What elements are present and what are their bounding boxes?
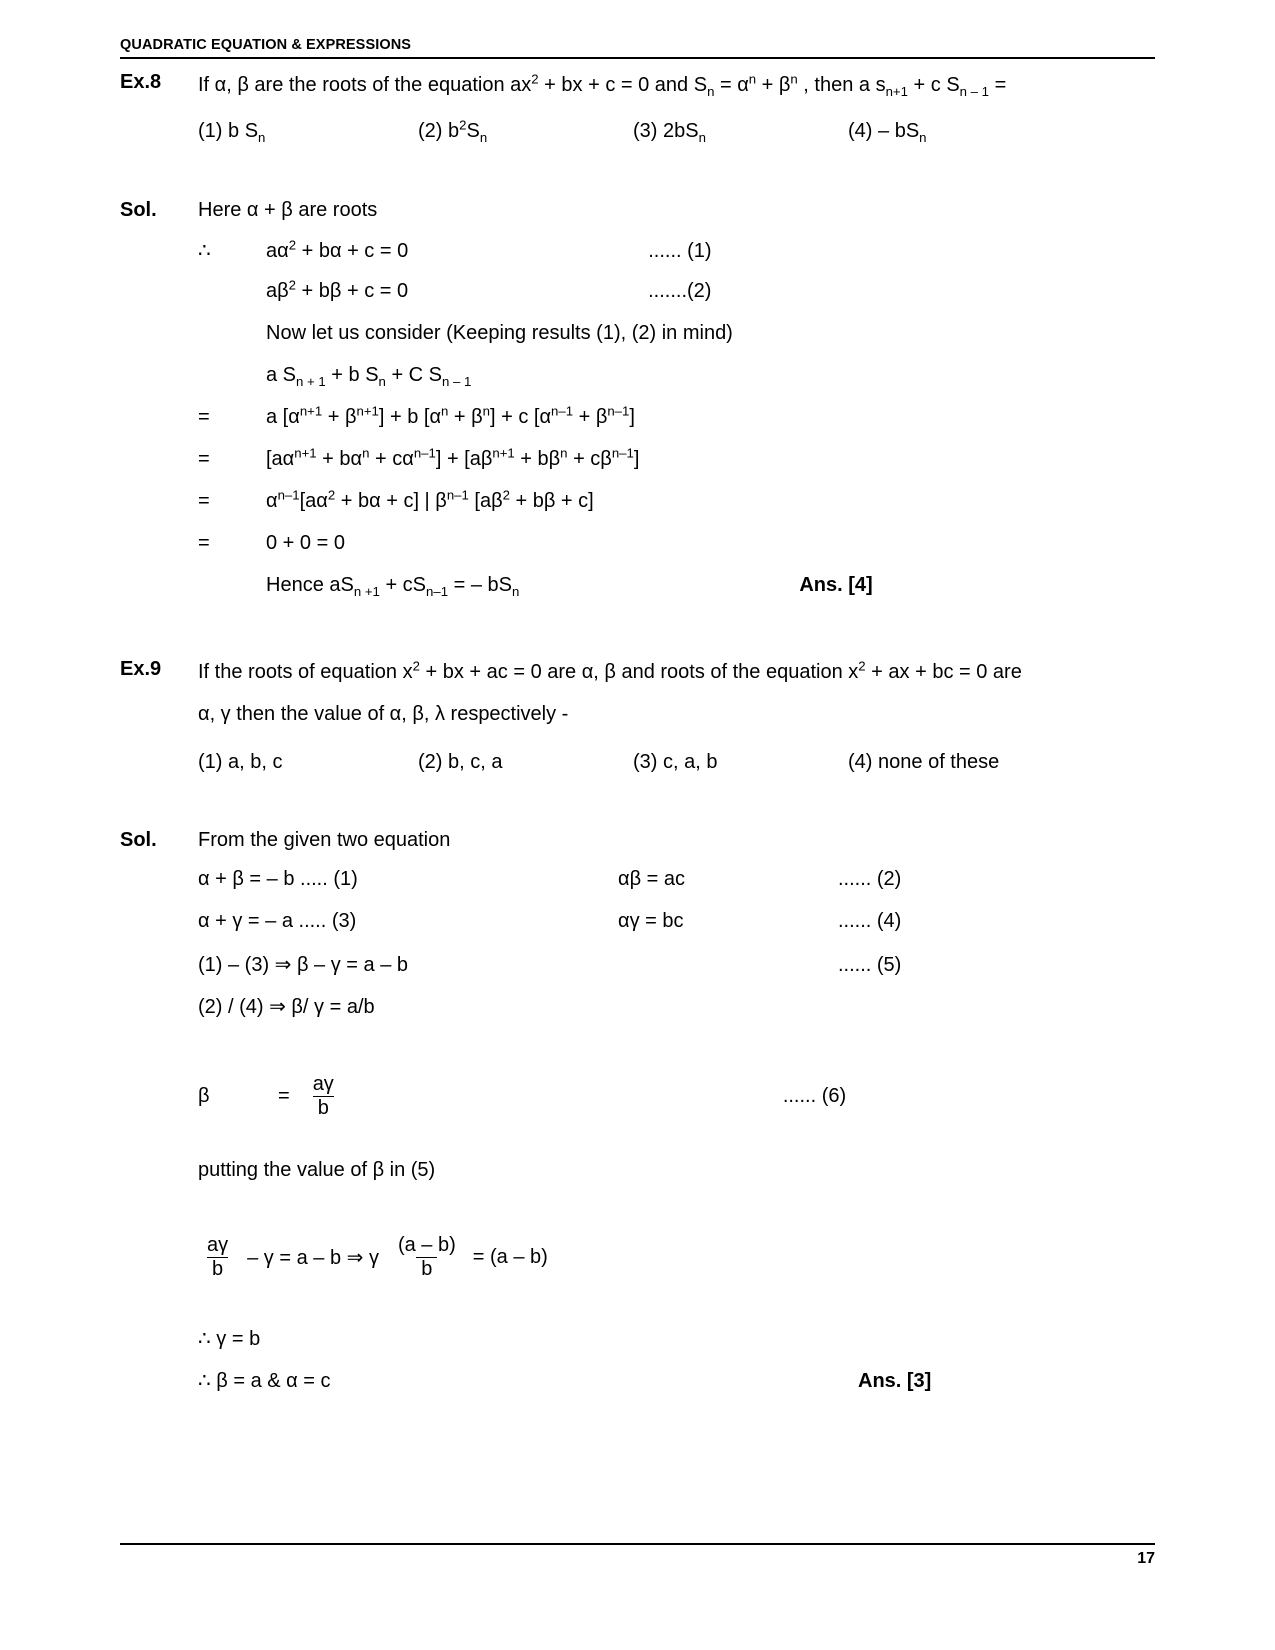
step-7-symbol: =	[198, 490, 210, 512]
step-row-6	[198, 445, 1160, 490]
putting-line-row	[198, 1159, 1160, 1201]
step-row-3	[198, 322, 1160, 364]
q8-part3: = α	[714, 74, 749, 96]
example-8-question-row	[120, 68, 1160, 102]
step-1-ref: ...... (1)	[648, 240, 712, 262]
big-eq-f2-numerator: (a – b)	[397, 1234, 456, 1256]
step-1-expression: $a\alpha^2 + b\alpha + c = 0$	[266, 237, 409, 262]
step-7-expression: $\alpha^{n-1}[a\alpha^2 + b\alpha + c]$ | $\beta^{n-1}$ $[a\beta^2 + b\beta + c]$	[266, 487, 594, 512]
option-1-num: (1)	[198, 120, 223, 142]
q8-part7: =	[989, 74, 1007, 96]
example-8-answer: Ans. [4]	[799, 574, 873, 596]
big-eq-fraction-2	[393, 1235, 461, 1280]
example-9-solution-block	[120, 826, 1160, 1410]
beta-fraction	[308, 1074, 339, 1119]
example-9-question-row	[120, 655, 1160, 731]
big-eq-f2-denominator: b	[416, 1257, 437, 1280]
big-eq-middle-text: – γ = a – b ⇒ γ	[247, 1247, 379, 1269]
q8-part6: + c S	[907, 74, 960, 96]
conclusion-1-text: ∴ γ = b	[198, 1328, 261, 1350]
option-2-sup: 2	[459, 117, 467, 133]
option-2-num: (2)	[418, 751, 443, 773]
big-equation-line	[198, 1235, 1160, 1280]
conclusion-rows	[198, 1326, 1160, 1410]
q8-sub1: n	[707, 84, 715, 99]
option-2-num: (2)	[418, 120, 443, 142]
beta-fraction-equation-row	[198, 1074, 1160, 1119]
example-9-question-line1	[198, 655, 1160, 689]
step-6-expression: $[a\alpha^{n+1} + b\alpha^n + c\alpha^{n-1}] + [a\beta^{n+1} + b\beta^n + c\beta^{n-1}]$	[266, 445, 640, 470]
example-9-answer: Ans. [3]	[858, 1370, 932, 1392]
option-2-sub: n	[479, 130, 488, 145]
q9-line1-sup1: 2	[412, 658, 420, 674]
q8-part5: , then a s	[797, 74, 886, 96]
q8-sup3: n	[790, 71, 798, 87]
step-row-7	[198, 487, 1160, 532]
conclusion-row-1	[198, 1326, 1160, 1368]
step-8-symbol: =	[198, 532, 210, 554]
page-header	[120, 38, 1155, 59]
step-row-1	[198, 238, 1160, 280]
example-9-question-text	[198, 655, 1160, 731]
solution-9-intro: From the given two equation	[198, 829, 451, 851]
step-1-symbol: ∴	[198, 240, 211, 262]
option-4-num: (4)	[848, 120, 873, 142]
conclusion-2-text: ∴ β = a & α = c	[198, 1370, 331, 1392]
step-row-2	[198, 277, 1160, 322]
option-1-num: (1)	[198, 751, 223, 773]
q9-line1-a: If the roots of equation x	[198, 661, 413, 683]
pair-row-2-ref: ...... (4)	[838, 910, 902, 932]
footer-divider	[120, 1543, 1155, 1545]
pair-row-1-left: α + β = – b ..... (1)	[198, 868, 358, 890]
pair-row-1-ref: ...... (2)	[838, 868, 902, 890]
q9-line1-c: + ax + bc = 0 are	[865, 661, 1022, 683]
option-4-sub: n	[919, 130, 927, 145]
option-4[interactable]	[848, 751, 999, 774]
solution-8-steps	[198, 238, 1160, 616]
q9-line1-b: + bx + ac = 0 are α, β and roots of the equation x	[419, 661, 859, 683]
step-5-symbol: =	[198, 406, 210, 428]
page-number: 17	[1137, 1550, 1155, 1567]
big-eq-f1-numerator: aγ	[207, 1234, 229, 1256]
q8-sup2: n	[748, 71, 757, 87]
step-row-4	[198, 364, 1160, 406]
step-8-expression: 0 + 0 = 0	[266, 532, 345, 554]
step-5-expression: a $[\alpha^{n+1} + \beta^{n+1}] + b$ $[\alpha^n + \beta^n] + c$ $[\alpha^{n-1} + \beta^{n-1}]$	[266, 403, 635, 428]
solution-8-intro-row	[120, 196, 1160, 224]
pair-row-2-mid: αγ = bc	[618, 910, 684, 932]
pair-row-3-left: (1) – (3) ⇒ β – γ = a – b	[198, 954, 409, 976]
big-equation-row	[198, 1235, 1160, 1280]
option-3-sub: n	[698, 130, 706, 145]
option-1-sub: n	[258, 130, 266, 145]
example-8-solution-block	[120, 196, 1160, 616]
solution-8-intro: Here α + β are roots	[198, 199, 378, 221]
beta-lhs: β	[198, 1085, 210, 1107]
step-4-expression: a $S_{n + 1} + b$ $S_n + C$ $S_{n - 1}$	[266, 364, 472, 389]
option-3-base: 2bS	[663, 120, 699, 142]
pair-row-1	[198, 868, 1160, 910]
example-8-block	[120, 68, 1160, 143]
beta-fraction-ref: ...... (6)	[782, 1085, 847, 1107]
beta-fraction-numerator: aγ	[312, 1073, 334, 1095]
solution-8-label: Sol.	[120, 199, 157, 221]
q8-sub2: n+1	[885, 84, 908, 99]
option-1-base: b S	[228, 120, 259, 142]
putting-line-text: putting the value of β in (5)	[198, 1159, 436, 1181]
header-divider	[120, 57, 1155, 59]
example-9-options	[198, 751, 1160, 774]
q8-sub3: n – 1	[959, 84, 990, 99]
option-2[interactable]	[418, 751, 633, 774]
solution-9-label: Sol.	[120, 829, 157, 851]
option-3[interactable]	[633, 120, 848, 143]
option-2-base2: S	[466, 120, 480, 142]
example-9-block	[120, 655, 1160, 774]
conclusion-row-2	[198, 1368, 1160, 1410]
beta-equals: =	[278, 1085, 290, 1107]
solution-9-pair-rows	[198, 868, 1160, 1036]
pair-row-4	[198, 994, 1160, 1036]
option-4[interactable]	[848, 120, 927, 143]
option-2-base: b	[448, 120, 460, 142]
q8-part1: If α, β are the roots of the equation ax	[198, 74, 532, 96]
pair-row-2-left: α + γ = – a ..... (3)	[198, 910, 357, 932]
option-3[interactable]	[633, 751, 848, 774]
step-9-expression: Hence $aS_{n +1} + cS_{n-1}$ = – $bS_n$	[266, 574, 520, 599]
option-3-text: c, a, b	[663, 751, 718, 773]
option-1-text: a, b, c	[228, 751, 283, 773]
step-row-5	[198, 403, 1160, 448]
putting-line	[198, 1159, 1160, 1201]
step-row-9	[198, 574, 1160, 616]
pair-row-1-mid: αβ = ac	[618, 868, 685, 890]
option-1[interactable]	[198, 751, 418, 774]
option-2[interactable]	[418, 117, 633, 145]
q8-part4: + β	[756, 74, 791, 96]
step-6-symbol: =	[198, 448, 210, 470]
beta-fraction-denominator: b	[313, 1096, 334, 1119]
big-eq-f1-denominator: b	[207, 1257, 228, 1280]
option-3-num: (3)	[633, 751, 658, 773]
option-1[interactable]	[198, 120, 418, 143]
step-3-expression: Now let us consider (Keeping results (1), (2) in mind)	[266, 322, 733, 344]
example-8-options	[198, 117, 1160, 145]
step-row-8	[198, 532, 1160, 574]
example-9-question-line2: α, γ then the value of α, β, λ respectively -	[198, 703, 569, 725]
q8-part2: + bx + c = 0 and S	[538, 74, 708, 96]
option-4-text: none of these	[878, 751, 1000, 773]
pair-row-2	[198, 910, 1160, 952]
q8-sup1: 2	[531, 71, 539, 87]
big-eq-tail: = (a – b)	[472, 1246, 548, 1268]
option-3-num: (3)	[633, 120, 658, 142]
example-8-question-text	[198, 68, 1160, 102]
option-2-text: b, c, a	[448, 751, 503, 773]
pair-row-3	[198, 952, 1160, 994]
q9-line1-sup2: 2	[858, 658, 866, 674]
beta-fraction-line	[198, 1074, 1160, 1119]
step-2-ref: .......(2)	[648, 280, 712, 302]
example-9-label: Ex.9	[120, 658, 162, 680]
solution-9-intro-row	[120, 826, 1160, 854]
option-4-base: – bS	[878, 120, 920, 142]
big-eq-fraction-1	[202, 1235, 233, 1280]
pair-row-3-ref: ...... (5)	[838, 954, 902, 976]
header-title: QUADRATIC EQUATION & EXPRESSIONS	[120, 37, 412, 53]
step-2-expression: $a\beta^2 + b\beta + c = 0$	[266, 277, 409, 302]
pair-row-4-left: (2) / (4) ⇒ β/ γ = a/b	[198, 996, 375, 1018]
option-4-num: (4)	[848, 751, 873, 773]
example-8-label: Ex.8	[120, 71, 162, 93]
